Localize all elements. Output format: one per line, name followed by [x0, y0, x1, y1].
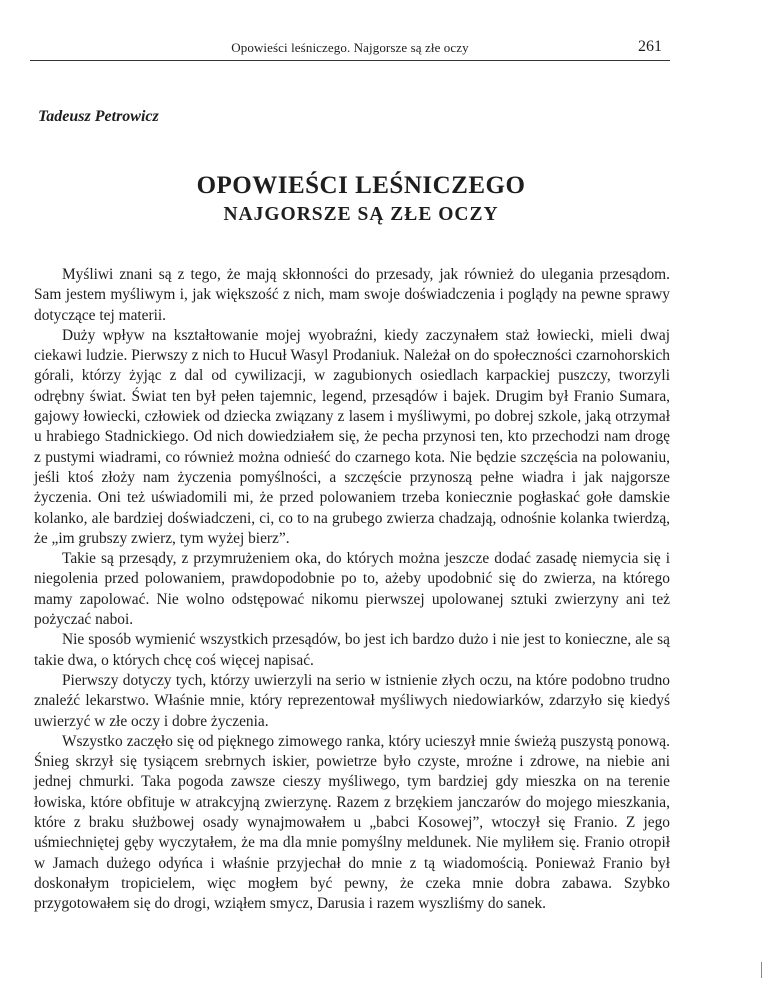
paragraph: Takie są przesądy, z przymrużeniem oka, do których można jeszcze dodać zasadę niemycia się i niegolenia przed polowaniem, prawdopodobnie po to, ażeby upodobnić się do zwierza, na którego mamy zapolować. Nie wolno odstępować nikomu pierwszej upolowanej sztuki zwierzyny ani też pożyczać naboi.	[34, 550, 670, 629]
paragraph: Wszystko zaczęło się od pięknego zimowego ranka, który ucieszył mnie świeżą puszystą ponową. Śnieg skrzył się tysiącem srebrnych iskier, powietrze było czyste, mroźne i zdrowe, na niebie ani jednej chmurki. Taka pogoda zawsze cieszy myśliwego, tym bardziej gdy mieszka on na terenie łowiska, które obfituje w atrakcyjną zwierzynę. Razem z brzękiem janczarów do mojego mieszkania, które z braku służbowej osady wynajmowałem u „babci Kosowej”, wtoczył się Franio. Z jego uśmiechniętej gęby wyczytałem, że ma dla mnie pomyślny meldunek. Nie myliłem się. Franio otropił w Jamach dużego odyńca i właśnie przyjechał do mnie z tą wiadomością. Ponieważ Franio był doskonałym tropicielem, więc mogłem być pewny, że czeka mnie dobra zabawa. Szybko przygotowałem się do drogi, wziąłem smycz, Darusia i razem wyszliśmy do sanek.	[34, 732, 670, 913]
paragraph: Nie sposób wymienić wszystkich przesądów, bo jest ich bardzo dużo i nie jest to konieczne, ale są takie dwa, o których chcę coś więcej napisać.	[34, 631, 670, 669]
running-header	[30, 38, 670, 61]
article-subtitle: NAJGORSZE SĄ ZŁE OCZY	[223, 204, 499, 225]
running-title: Opowieści leśniczego. Najgorsze są złe oczy	[231, 40, 469, 55]
paragraph: Myśliwi znani są z tego, że mają skłonności do przesady, jak również do ulegania przesądom. Sam jestem myśliwym i, jak większość z nich, mam swoje doświadczenia i poglądy na pewne sprawy dotyczące tej materii.	[34, 266, 670, 324]
page-number: 261	[638, 38, 662, 55]
scan-edge-mark	[761, 962, 762, 978]
article-title: OPOWIEŚCI LEŚNICZEGO	[196, 172, 526, 199]
article-body	[34, 265, 670, 915]
paragraph: Pierwszy dotyczy tych, którzy uwierzyli na serio w istnienie złych oczu, na które podobno trudno znaleźć lekarstwo. Właśnie mnie, który reprezentował myśliwych niedowiarków, zdarzyło się kiedyś uwierzyć w złe oczy i dobre życzenia.	[34, 671, 670, 730]
paragraph: Duży wpływ na kształtowanie mojej wyobraźni, kiedy zaczynałem staż łowiecki, mieli dwaj ciekawi ludzie. Pierwszy z nich to Hucuł Wasyl Prodaniuk. Należał on do społeczności czarnohorskich górali, którzy żyjąc z dal od cywilizacji, w zagubionych osiedlach karpackiej puszczy, tworzyli odrębny świat. Świat ten był pełen tajemnic, legend, przesądów i bajek. Drugim był Franio Sumara, gajowy łowiecki, człowiek od dziecka związany z lasem i myśliwymi, po dobrej szkole, jaką otrzymał u hrabiego Stadnickiego. Od nich dowiedziałem się, że pecha przynosi ten, kto przechodzi nam drogę z pustymi wiadrami, co również można odnieść do czarnego kota. Nie będzie szczęścia na polowaniu, jeśli ktoś złoży nam życzenia pomyślności, a szczęście przynoszą pełne wiadra i jak najgorsze życzenia. Oni też uświadomili mi, że przed polowaniem trzeba koniecznie pogłaskać gołe damskie kolanko, ale bardziej doświadczeni, ci, co to na grubego zwierza chadzają, odnośnie kolanka twierdzą, że „im grubszy zwierz, tym wyżej bierz”.	[34, 326, 670, 547]
author-name: Tadeusz Petrowicz	[38, 108, 159, 125]
